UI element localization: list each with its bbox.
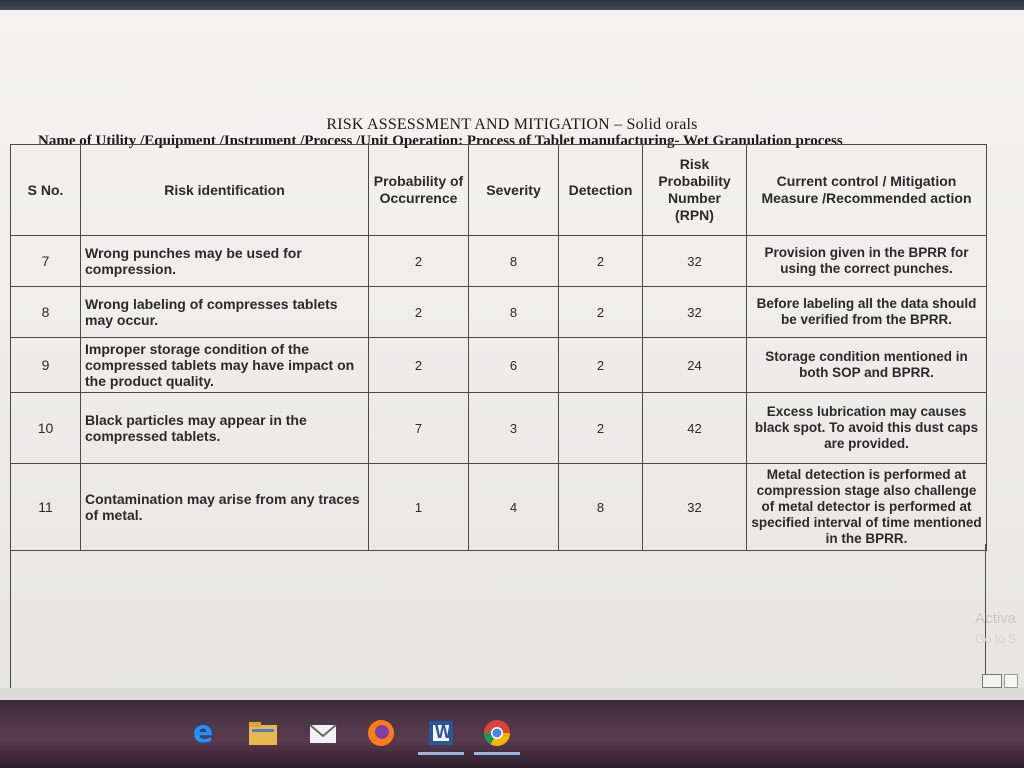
cell-severity: 6 (469, 338, 559, 393)
firefox-icon[interactable] (364, 716, 398, 750)
header-severity: Severity (469, 145, 559, 236)
cell-risk: Improper storage condition of the compressed tablets may have impact on the product quality. (81, 338, 369, 393)
page-subtitle: Name of Utility /Equipment /Instrument /Process /Unit Operation: Process of Tablet manufacturing- Wet Granulation process (38, 133, 843, 149)
cell-detection: 8 (559, 464, 643, 551)
cell-detection: 2 (559, 236, 643, 287)
word-icon[interactable] (424, 716, 458, 750)
cell-risk: Wrong punches may be used for compression. (81, 236, 369, 287)
mail-icon[interactable] (306, 716, 340, 750)
table-row (11, 287, 987, 338)
header-mitigation: Current control / Mitigation Measure /Recommended action (747, 145, 987, 236)
word-icon-label: W (435, 722, 452, 742)
cell-mitigation: Metal detection is performed at compression stage also challenge of metal detector is performed at specified interval of time mentioned in the BPRR. (747, 464, 987, 551)
header-probability: Probability of Occurrence (369, 145, 469, 236)
cell-mitigation: Provision given in the BPRR for using the correct punches. (747, 236, 987, 287)
cell-detection: 2 (559, 393, 643, 464)
header-risk-identification: Risk identification (81, 145, 369, 236)
view-layout-icon[interactable] (982, 674, 1002, 688)
chrome-icon[interactable] (480, 716, 514, 750)
cell-rpn: 42 (643, 393, 747, 464)
cell-severity: 3 (469, 393, 559, 464)
table-blank-area (10, 544, 986, 692)
activation-watermark-sub: Go to S (975, 632, 1016, 646)
cell-sno: 8 (11, 287, 81, 338)
cell-risk: Wrong labeling of compresses tablets may occur. (81, 287, 369, 338)
cell-sno: 9 (11, 338, 81, 393)
cell-probability: 7 (369, 393, 469, 464)
cell-mitigation: Storage condition mentioned in both SOP and BPRR. (747, 338, 987, 393)
chrome-active-indicator (474, 752, 520, 755)
cell-rpn: 32 (643, 464, 747, 551)
cell-detection: 2 (559, 338, 643, 393)
table-row (11, 464, 987, 551)
table-row (11, 393, 987, 464)
read-mode-icon[interactable] (1004, 674, 1018, 688)
cell-probability: 1 (369, 464, 469, 551)
cell-rpn: 24 (643, 338, 747, 393)
cell-risk: Contamination may arise from any traces of metal. (81, 464, 369, 551)
internet-explorer-icon[interactable]: e (192, 715, 214, 750)
risk-assessment-table (10, 144, 987, 551)
file-explorer-icon[interactable] (246, 716, 280, 750)
cell-probability: 2 (369, 236, 469, 287)
cell-mitigation: Excess lubrication may causes black spot. To avoid this dust caps are provided. (747, 393, 987, 464)
cell-detection: 2 (559, 287, 643, 338)
header-sno: S No. (11, 145, 81, 236)
cell-severity: 8 (469, 287, 559, 338)
cell-probability: 2 (369, 287, 469, 338)
cell-risk: Black particles may appear in the compressed tablets. (81, 393, 369, 464)
cell-sno: 10 (11, 393, 81, 464)
cell-mitigation: Before labeling all the data should be verified from the BPRR. (747, 287, 987, 338)
table-row (11, 236, 987, 287)
cell-sno: 7 (11, 236, 81, 287)
table-header-row (11, 145, 987, 236)
cell-sno: 11 (11, 464, 81, 551)
header-rpn: Risk Probability Number (RPN) (643, 145, 747, 236)
cell-rpn: 32 (643, 236, 747, 287)
table-row (11, 338, 987, 393)
cell-severity: 8 (469, 236, 559, 287)
page-title: RISK ASSESSMENT AND MITIGATION – Solid orals (326, 116, 698, 133)
cell-severity: 4 (469, 464, 559, 551)
cell-rpn: 32 (643, 287, 747, 338)
cell-probability: 2 (369, 338, 469, 393)
activation-watermark: Activa (975, 610, 1016, 627)
header-detection: Detection (559, 145, 643, 236)
word-active-indicator (418, 752, 464, 755)
